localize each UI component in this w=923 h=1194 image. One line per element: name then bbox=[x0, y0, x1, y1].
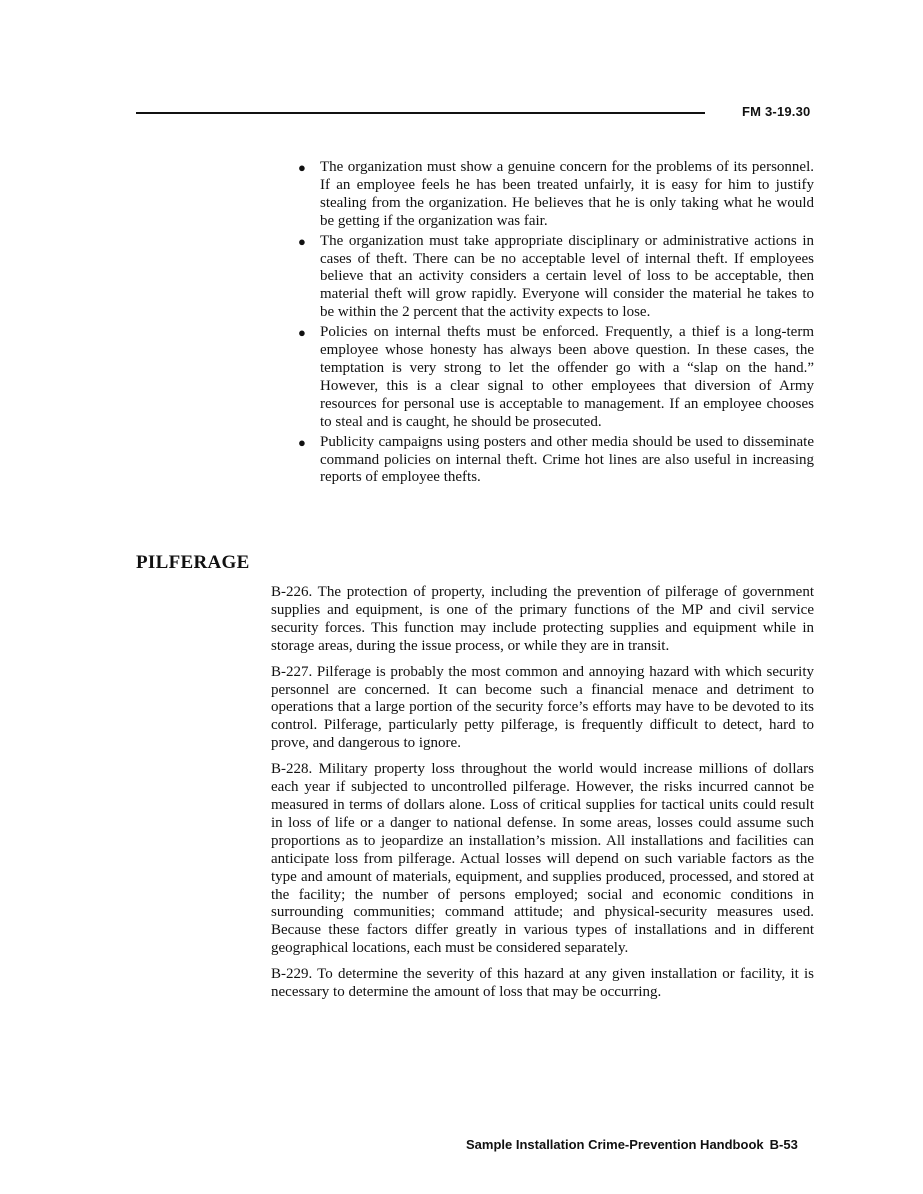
list-item bbox=[298, 233, 814, 323]
footer-title: Sample Installation Crime-Prevention Handbook bbox=[466, 1137, 764, 1152]
header-rule bbox=[136, 112, 705, 114]
bullet-icon: ● bbox=[298, 434, 306, 450]
bullet-icon: ● bbox=[298, 325, 306, 341]
paragraph-b-226: B-226. The protection of property, including the prevention of pilferage of government supplies and equipment, is one of the primary functions of the MP and civil service security forces. This function may include protecting supplies and equipment while in storage areas, during the issue process, or while they are in transit. bbox=[271, 584, 814, 654]
document-id: FM 3-19.30 bbox=[742, 104, 811, 119]
paragraph-b-228: B-228. Military property loss throughout the world would increase millions of dollars each year if subjected to uncontrolled pilferage. However, the risks incurred cannot be measured in terms of dollars alone. Loss of critical supplies for tactical units could result in loss of life or a danger to national defense. In some areas, losses could assume such proportions as to jeopardize an installation’s mission. All installations and facilities can anticipate loss from pilferage. Actual losses will depend on such variable factors as the type and amount of materials, equipment, and supplies produced, processed, and stored at the facility; the number of persons employed; social and economic conditions in surrounding communities; command attitude; and physical-security measures used. Because these factors differ greatly in various types of installations and in different geographical locations, each must be considered separately. bbox=[271, 761, 814, 957]
bullet-list bbox=[298, 159, 814, 489]
list-item bbox=[298, 434, 814, 488]
bullet-text: The organization must show a genuine concern for the problems of its personnel. If an employee feels he has been treated unfairly, it is easy for him to justify stealing from the organization. He believes that he is only taking what he would be getting if the organization was fair. bbox=[320, 159, 814, 229]
section-body bbox=[271, 584, 814, 1010]
paragraph-b-227: B-227. Pilferage is probably the most common and annoying hazard with which security personnel are concerned. It can become such a financial menace and detriment to operations that a large portion of the security force’s efforts may have to be devoted to its control. Pilferage, particularly petty pilferage, is frequently difficult to detect, hard to prove, and dangerous to ignore. bbox=[271, 663, 814, 752]
page-number: B-53 bbox=[769, 1137, 798, 1152]
page-footer bbox=[466, 1137, 798, 1152]
bullet-icon: ● bbox=[298, 160, 306, 175]
bullet-icon: ● bbox=[298, 233, 306, 249]
paragraph-b-229: B-229. To determine the severity of this hazard at any given installation or facility, it is necessary to determine the amount of loss that may be occurring. bbox=[271, 966, 814, 1001]
bullet-text: Policies on internal thefts must be enforced. Frequently, a thief is a long-term employee whose honesty has always been above question. In these cases, the temptation is very strong to let the offender go with a “slap on the hand.” However, this is a clear signal to other employees that diversion of Army resources for personal use is acceptable to management. If an employee chooses to steal and is caught, he should be prosecuted. bbox=[320, 324, 814, 430]
bullet-text: Publicity campaigns using posters and other media should be used to disseminate command policies on internal theft. Crime hot lines are also useful in increasing reports of employee thefts. bbox=[320, 433, 814, 486]
list-item bbox=[298, 159, 814, 231]
bullet-text: The organization must take appropriate disciplinary or administrative actions in cases of theft. There can be no acceptable level of internal theft. If employees believe that an activity considers a certain level of loss to be acceptable, then material theft will grow rapidly. Everyone will consider the material he takes to be within the 2 percent that the activity expects to lose. bbox=[320, 232, 814, 321]
section-heading: PILFERAGE bbox=[136, 552, 250, 573]
list-item bbox=[298, 324, 814, 431]
